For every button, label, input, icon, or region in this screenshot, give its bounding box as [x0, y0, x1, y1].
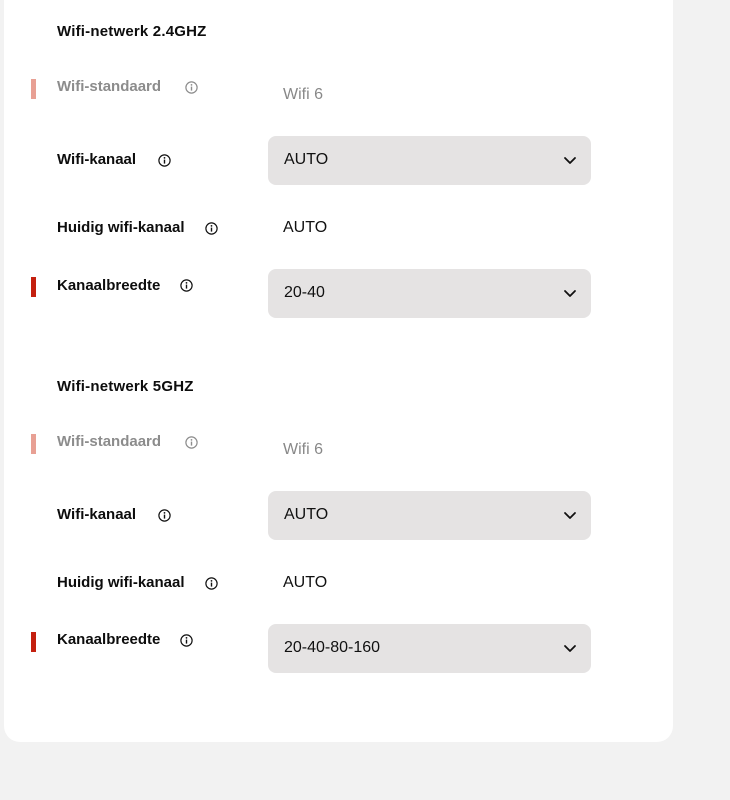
bandwidth-select[interactable]	[268, 269, 591, 318]
wifi-standard-label: Wifi-standaard	[57, 433, 162, 450]
wifi-channel-select[interactable]	[268, 136, 591, 185]
info-icon[interactable]	[185, 81, 198, 94]
wifi-standard-value: Wifi 6	[283, 86, 323, 103]
info-icon[interactable]	[158, 154, 171, 167]
section-title-5ghz: Wifi-netwerk 5GHZ	[57, 378, 194, 395]
wifi-standard-value: Wifi 6	[283, 441, 323, 458]
field-marker	[31, 79, 36, 99]
current-channel-label: Huidig wifi-kanaal	[57, 219, 185, 236]
info-icon[interactable]	[185, 436, 198, 449]
info-icon[interactable]	[205, 577, 218, 590]
wifi-settings-card	[4, 0, 673, 742]
field-marker	[31, 434, 36, 454]
wifi-channel-selected-value: AUTO	[284, 506, 329, 523]
current-channel-value: AUTO	[283, 219, 328, 236]
wifi-channel-label: Wifi-kanaal	[57, 506, 137, 523]
info-icon[interactable]	[180, 634, 193, 647]
chevron-down-icon	[563, 508, 577, 522]
section-title-2-4ghz: Wifi-netwerk 2.4GHZ	[57, 23, 207, 40]
chevron-down-icon	[563, 286, 577, 300]
wifi-channel-select[interactable]	[268, 491, 591, 540]
bandwidth-select[interactable]	[268, 624, 591, 673]
bandwidth-label: Kanaalbreedte	[57, 631, 161, 648]
current-channel-label: Huidig wifi-kanaal	[57, 574, 185, 591]
wifi-channel-label: Wifi-kanaal	[57, 151, 137, 168]
wifi-standard-label: Wifi-standaard	[57, 78, 162, 95]
current-channel-value: AUTO	[283, 574, 328, 591]
chevron-down-icon	[563, 153, 577, 167]
info-icon[interactable]	[158, 509, 171, 522]
bandwidth-selected-value: 20-40	[284, 284, 325, 301]
info-icon[interactable]	[205, 222, 218, 235]
chevron-down-icon	[563, 641, 577, 655]
field-marker	[31, 632, 36, 652]
bandwidth-selected-value: 20-40-80-160	[284, 639, 381, 656]
wifi-channel-selected-value: AUTO	[284, 151, 329, 168]
bandwidth-label: Kanaalbreedte	[57, 277, 161, 294]
field-marker	[31, 277, 36, 297]
info-icon[interactable]	[180, 279, 193, 292]
